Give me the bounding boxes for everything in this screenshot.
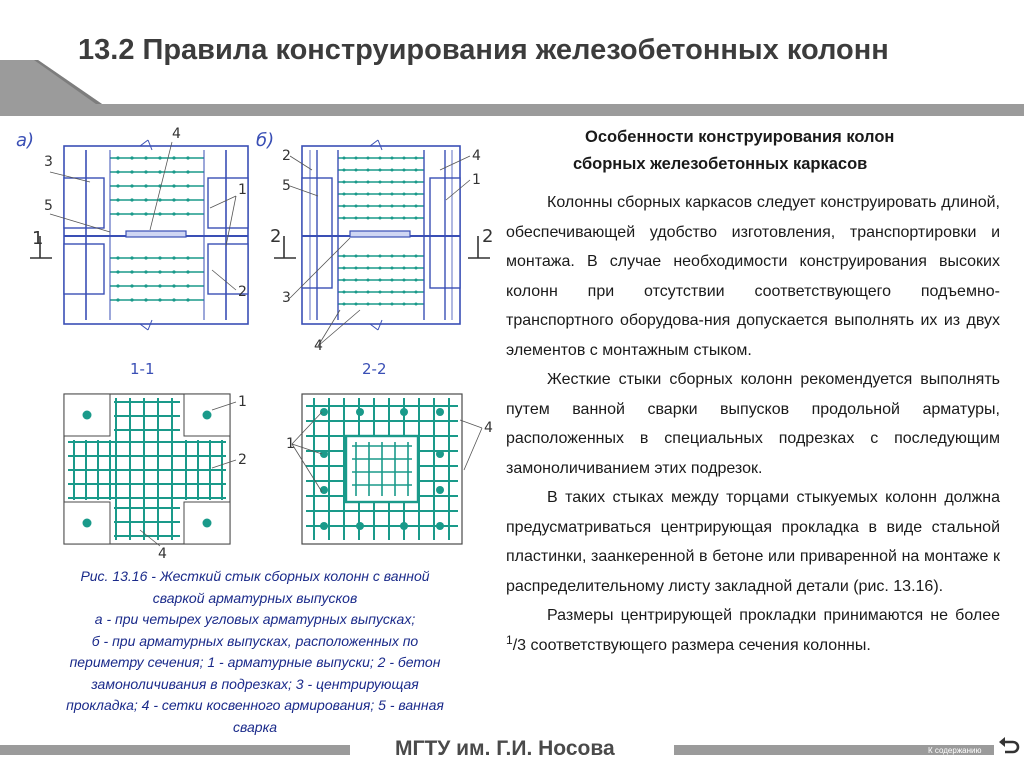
marker-4-a: 4 [172,126,181,142]
mesh-dot [343,291,346,294]
marker-1-a: 1 [238,182,247,198]
rebar-dot [400,522,408,530]
return-arrow-icon[interactable] [997,735,1021,759]
mesh-dot [379,291,382,294]
section-heading-line2: сборных железобетонных каркасов [573,155,868,173]
paragraph-text-before: Размеры центрирующей прокладки принимаются не более [547,607,1000,624]
marker-2-top-b: 2 [282,148,291,164]
rebar-dot [356,522,364,530]
slide-title: 13.2 Правила конструирования железобетонных колонн [78,34,889,66]
mesh-dot [158,198,161,201]
mesh-dot [116,256,119,259]
section-2-2-drawing [292,394,482,544]
paragraph-text-after: соответствующего размера сечения колонны. [526,636,871,654]
mesh-dot [144,198,147,201]
marker-3-b: 3 [282,290,291,306]
figure-label-b: б) [256,130,275,151]
marker-2-left-b: 2 [270,226,282,247]
mesh-dot [130,184,133,187]
mesh-dot [391,169,394,172]
mesh-dot [391,279,394,282]
mesh-dot [367,157,370,160]
body-text [506,188,1000,661]
mesh-dot [367,193,370,196]
mesh-dot [379,303,382,306]
mesh-dot [355,279,358,282]
mesh-dot [343,217,346,220]
break-mark [378,320,382,330]
marker-4-sec2: 4 [484,420,493,436]
mesh-dot [116,270,119,273]
mesh-dot [172,156,175,159]
rebar-dot [400,408,408,416]
break-mark [148,140,152,150]
mesh-dot [116,184,119,187]
mesh-dot [415,157,418,160]
mesh-dot [391,181,394,184]
mesh-dot [343,255,346,258]
drawing-b [274,140,490,346]
mesh-dot [367,255,370,258]
mesh-dot [116,284,119,287]
marker-1-top-b: 1 [472,172,481,188]
section-heading-line1: Особенности конструирования колон [585,128,895,146]
rebar-dot [203,411,212,420]
mesh-dot [403,181,406,184]
marker-2-right-b: 2 [482,226,494,247]
mesh-dot [116,212,119,215]
mesh-dot [379,255,382,258]
mesh-dot [186,170,189,173]
mesh-dot [158,270,161,273]
mesh-dot [343,157,346,160]
drawing-a [30,140,248,330]
mesh-dot [415,205,418,208]
section-label-2-2: 2-2 [362,360,387,378]
mesh-dot [172,284,175,287]
break-mark [378,140,382,150]
marker-4-sec1: 4 [158,546,167,562]
rebar-dot [320,408,328,416]
mesh-dot [343,193,346,196]
caption-line: прокладка; 4 - сетки косвенного армирования; 5 - ванная [66,697,444,713]
leader-line [460,420,482,428]
mesh-dot [403,291,406,294]
fraction-numerator: 1 [506,632,513,647]
rebar-dot [83,519,92,528]
mesh-dot [379,205,382,208]
leader-line [318,310,360,346]
mesh-dot [403,193,406,196]
marker-4-top-b: 4 [472,148,481,164]
mesh-dot [172,198,175,201]
caption-line: замоноличивания в подрезках; 3 - центрирующая [91,675,419,692]
mesh-dot [186,284,189,287]
mesh-dot [343,205,346,208]
mesh-dot [379,217,382,220]
mesh-dot [144,284,147,287]
mesh-dot [415,217,418,220]
mesh-dot [391,193,394,196]
mesh-dot [379,157,382,160]
mesh-dot [355,303,358,306]
paragraph-last: Размеры центрирующей прокладки принимаются не более $^1$/3 соответствующего размера сечения колонны. [506,607,1000,654]
mesh-dot [355,193,358,196]
mesh-dot [144,170,147,173]
caption-line: сваркой арматурных выпусков [152,589,358,606]
footer-bar-left [0,745,350,755]
mesh-dot [403,157,406,160]
mesh-dot [130,256,133,259]
marker-3-a: 3 [44,154,53,170]
mesh-dot [130,156,133,159]
mesh-dot [355,205,358,208]
rebar-dot [83,411,92,420]
mesh-dot [116,198,119,201]
mesh-dot [355,267,358,270]
mesh-dot [379,267,382,270]
mesh-dot [403,279,406,282]
figure-drawing [0,118,500,568]
mesh-dot [130,284,133,287]
mesh-dot [415,255,418,258]
footer-institution: МГТУ им. Г.И. Носова [395,737,615,760]
paragraph: Жесткие стыки сборных колонн рекомендуется выполнять путем ванной сварки выпусков продольной арматуры, расположенных в специальных подрезках с последующим замоноличиванием этих подрезок. [506,371,1000,477]
recess [64,178,104,228]
mesh-dot [130,212,133,215]
paragraph: В таких стыках между торцами стыкуемых колонн должна предусматриваться центрирующая прокладка в виде стальной пластинки, заанкеренной в бетоне или приваренной на монтаже к распределительному листу закладной детали (рис. 13.16). [506,489,1000,595]
mesh-dot [367,303,370,306]
mesh-dot [186,156,189,159]
marker-5-b: 5 [282,178,291,194]
mesh-dot [343,303,346,306]
mesh-dot [367,279,370,282]
centering-plate [350,231,410,237]
mesh-dot [130,270,133,273]
mesh-dot [355,181,358,184]
mesh-dot [379,169,382,172]
mesh-dot [172,170,175,173]
mesh-dot [158,156,161,159]
recess [64,244,104,294]
mesh-dot [130,298,133,301]
section-label-1-1: 1-1 [130,360,155,378]
mesh-dot [415,267,418,270]
leader-line [290,156,312,170]
section-heading [540,124,980,178]
rebar-dot [436,486,444,494]
mesh-dot [403,303,406,306]
marker-2-a: 2 [238,284,247,300]
marker-5-a: 5 [44,198,53,214]
leader-line [292,444,322,454]
mesh-dot [343,267,346,270]
caption-line: сварка [233,718,277,735]
mesh-dot [391,303,394,306]
paragraph: Колонны сборных каркасов следует конструировать длиной, обеспечивающей удобство изготовления, транспортировки и монтажа. В случае необходимости конструирования высоких колонн при отсутствии соответствующего подъемно-транспортного оборудова-ния допускается выполнять их из двух элементов с монтажным стыком. [506,194,1000,359]
mesh-dot [391,157,394,160]
mesh-dot [158,212,161,215]
rebar-dot [320,522,328,530]
mesh-dot [343,169,346,172]
fraction-denominator: 3 [517,636,527,654]
mesh-dot [144,212,147,215]
figure-label-a: а) [16,130,35,151]
mesh-dot [172,212,175,215]
mesh-dot [355,291,358,294]
mesh-dot [158,284,161,287]
mesh-dot [367,217,370,220]
mesh-dot [172,298,175,301]
mesh-dot [355,169,358,172]
mesh-dot [355,217,358,220]
mesh-dot [130,198,133,201]
mesh-dot [144,270,147,273]
mesh-dot [391,217,394,220]
mesh-dot [415,169,418,172]
mesh-dot [355,157,358,160]
mesh-dot [158,170,161,173]
mesh-dot [186,270,189,273]
mesh-dot [144,256,147,259]
mesh-dot [158,256,161,259]
caption-line: а - при четырех угловых арматурных выпусках; [94,611,416,627]
mesh-dot [116,298,119,301]
toc-link[interactable]: К содержанию [928,746,982,755]
leader-line [292,412,322,444]
mesh-dot [367,181,370,184]
mesh-dot [144,184,147,187]
mesh-dot [403,217,406,220]
mesh-dot [172,256,175,259]
mesh-dot [367,205,370,208]
mesh-dot [403,205,406,208]
mesh-dot [415,291,418,294]
mesh-dot [403,169,406,172]
mesh-dot [415,279,418,282]
mesh-dot [116,156,119,159]
break-mark [370,324,378,330]
mesh-dot [186,184,189,187]
mesh-dot [391,291,394,294]
mesh-dot [355,255,358,258]
marker-4-bottom-b: 4 [314,338,323,354]
marker-2-sec1: 2 [238,452,247,468]
mesh-dot [186,298,189,301]
mesh-dot [391,255,394,258]
centering-plate [126,231,186,237]
leader-line [464,428,482,470]
caption-line: Рис. 13.16 - Жесткий стык сборных колонн с ванной [80,568,430,584]
mesh-dot [343,181,346,184]
mesh-dot [172,270,175,273]
marker-1-sec2: 1 [286,436,295,452]
mesh-dot [116,170,119,173]
caption-line: периметру сечения; 1 - арматурные выпуски; 2 - бетон [69,654,441,670]
mesh-dot [367,169,370,172]
mesh-dot [391,205,394,208]
rebar-dot [436,522,444,530]
mesh-dot [379,193,382,196]
mesh-dot [186,256,189,259]
leader-line [212,460,236,468]
section-1-1-drawing [64,394,236,546]
marker-1-sec1: 1 [238,394,247,410]
rebar-dot [436,450,444,458]
mesh-dot [403,255,406,258]
rebar-dot [356,408,364,416]
mesh-dot [415,303,418,306]
mesh-dot [415,181,418,184]
rebar-dot [436,408,444,416]
caption-line: б - при арматурных выпусках, расположенных по [91,632,419,649]
mesh-dot [367,267,370,270]
mesh-dot [343,279,346,282]
marker-1-left-a: 1 [32,228,44,249]
mesh-dot [144,298,147,301]
mesh-dot [415,193,418,196]
mesh-dot [186,212,189,215]
figure-caption [30,566,480,738]
mesh-dot [172,184,175,187]
mesh-dot [130,170,133,173]
mesh-dot [158,298,161,301]
break-mark [370,140,378,146]
mesh-dot [186,198,189,201]
mesh-dot [144,156,147,159]
mesh-dot [379,279,382,282]
rebar-dot [203,519,212,528]
mesh-dot [379,181,382,184]
break-mark [140,324,148,330]
mesh-dot [391,267,394,270]
mesh-dot [367,291,370,294]
mesh-dot [403,267,406,270]
break-mark [148,320,152,330]
break-mark [140,140,148,146]
